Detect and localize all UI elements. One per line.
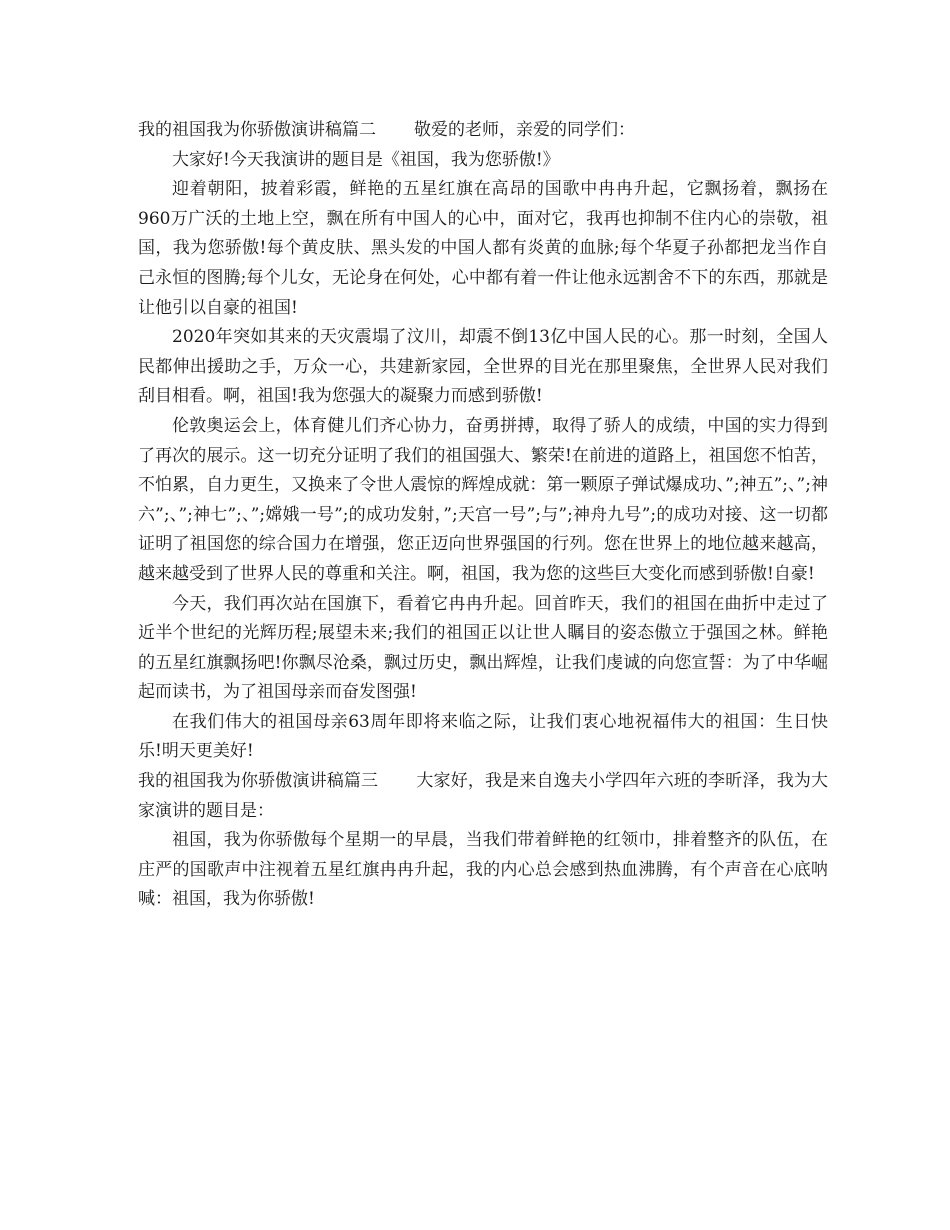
flag-raising-paragraph: 迎着朝阳，披着彩霞，鲜艳的五星红旗在高昂的国歌中冉冉升起，它飘扬着，飘扬在960万广沃的土地上空，飘在所有中国人的心中，面对它，我再也抑制不住内心的崇敬，祖国，我为您骄傲!每个黄皮肤、黑头发的中国人都有炎黄的血脉;每个华夏子孙都把龙当作自己永恒的图腾;每个儿女，无论身在何处，心中都有着一件让他永远割舍不下的东西，那就是让他引以自豪的祖国! xyxy=(138,179,828,318)
greeting-paragraph: 大家好!今天我演讲的题目是《祖国，我为您骄傲!》 xyxy=(172,149,560,170)
anniversary-paragraph: 在我们伟大的祖国母亲63周年即将来临之际，让我们衷心地祝福伟大的祖国：生日快乐!明天更美好! xyxy=(138,711,828,762)
section-two-title: 我的祖国我为你骄傲演讲稿篇二 xyxy=(138,120,376,140)
document-page xyxy=(138,116,828,915)
section-three-title: 我的祖国我为你骄傲演讲稿篇三 xyxy=(138,771,379,792)
monday-morning-paragraph: 祖国，我为你骄傲每个星期一的早晨，当我们带着鲜艳的红领巾，排着整齐的队伍，在庄严的国歌声中注视着五星红旗冉冉升起，我的内心总会感到热血沸腾，有个声音在心底呐喊：祖国，我为你骄傲! xyxy=(138,830,828,910)
earthquake-paragraph: 2020年突如其来的天灾震塌了汶川，却震不倒13亿中国人民的心。那一时刻，全国人民都伸出援助之手，万众一心，共建新家园，全世界的目光在那里聚焦，全世界人民对我们刮目相看。啊，祖国!我为您强大的凝聚力而感到骄傲! xyxy=(138,327,828,407)
section-two-heading-paragraph xyxy=(138,116,828,146)
salutation: 敬爱的老师，亲爱的同学们： xyxy=(414,120,635,140)
section-three-intro: 大家好，我是来自逸夫小学四年六班的李昕泽，我为大家演讲的题目是： xyxy=(138,771,829,821)
olympics-paragraph: 伦敦奥运会上，体育健儿们齐心协力，奋勇拼搏，取得了骄人的成绩，中国的实力得到了再次的展示。这一切充分证明了我们的祖国强大、繁荣!在前进的道路上，祖国您不怕苦，不怕累，自力更生，又换来了令世人震惊的辉煌成就：第一颗原子弹试爆成功、”;神五”;、”;神六”;、”;神七”;、”;嫦娥一号”;的成功发射，”;天宫一号”;与”;神舟九号”;的成功对接、这一切都证明了祖国您的综合国力在增强，您正迈向世界强国的行列。您在世界上的地位越来越高，越来越受到了世界人民的尊重和关注。啊，祖国，我为您的这些巨大变化而感到骄傲!自豪! xyxy=(138,415,828,584)
today-paragraph: 今天，我们再次站在国旗下，看着它冉冉升起。回首昨天，我们的祖国在曲折中走过了近半个世纪的光辉历程;展望未来;我们的祖国正以让世人瞩目的姿态傲立于强国之林。鲜艳的五星红旗飘扬吧!你飘尽沧桑，飘过历史，飘出辉煌，让我们虔诚的向您宣誓：为了中华崛起而读书，为了祖国母亲而奋发图强! xyxy=(138,593,828,703)
section-three-heading-paragraph xyxy=(138,767,828,826)
